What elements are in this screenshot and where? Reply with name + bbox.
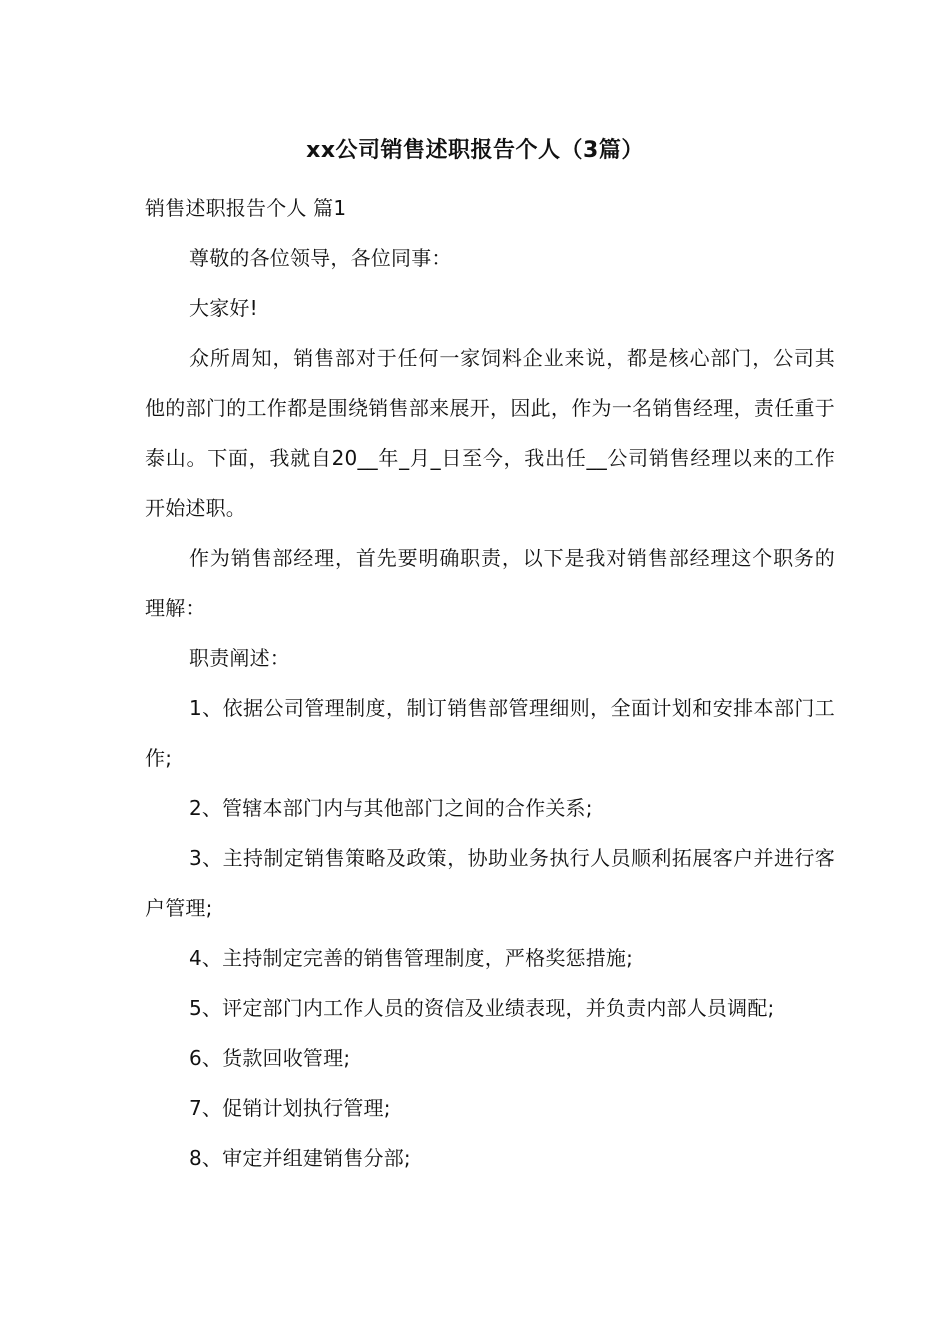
document-title: xx公司销售述职报告个人（3篇） bbox=[306, 138, 644, 163]
paragraph-intro: 众所周知，销售部对于任何一家饲料企业来说，都是核心部门，公司其他的部门的工作都是围绕销售部来展开，因此，作为一名销售经理，责任重于泰山。下面，我就自20__年_月_日至今，我出任__公司销售经理以来的工作开始述职。 bbox=[145, 346, 835, 520]
list-item: 2、管辖本部门内与其他部门之间的合作关系; bbox=[189, 796, 593, 820]
list-item: 5、评定部门内工作人员的资信及业绩表现，并负责内部人员调配; bbox=[189, 996, 775, 1020]
paragraph-duty-heading: 职责阐述： bbox=[189, 646, 290, 670]
list-item: 3、主持制定销售策略及政策，协助业务执行人员顺利拓展客户并进行客户管理; bbox=[145, 846, 835, 920]
paragraph-greeting: 大家好! bbox=[189, 296, 258, 320]
paragraph-salutation: 尊敬的各位领导，各位同事： bbox=[189, 246, 452, 270]
section-heading: 销售述职报告个人 篇1 bbox=[145, 196, 347, 220]
list-item: 4、主持制定完善的销售管理制度，严格奖惩措施; bbox=[189, 946, 634, 970]
list-item: 6、货款回收管理; bbox=[189, 1046, 351, 1070]
list-item: 7、促销计划执行管理; bbox=[189, 1096, 391, 1120]
list-item: 8、审定并组建销售分部; bbox=[189, 1146, 411, 1170]
paragraph-duty-understanding: 作为销售部经理，首先要明确职责，以下是我对销售部经理这个职务的理解： bbox=[145, 546, 835, 620]
document-body bbox=[145, 183, 835, 1183]
list-item: 1、依据公司管理制度，制订销售部管理细则，全面计划和安排本部门工作; bbox=[145, 696, 835, 770]
